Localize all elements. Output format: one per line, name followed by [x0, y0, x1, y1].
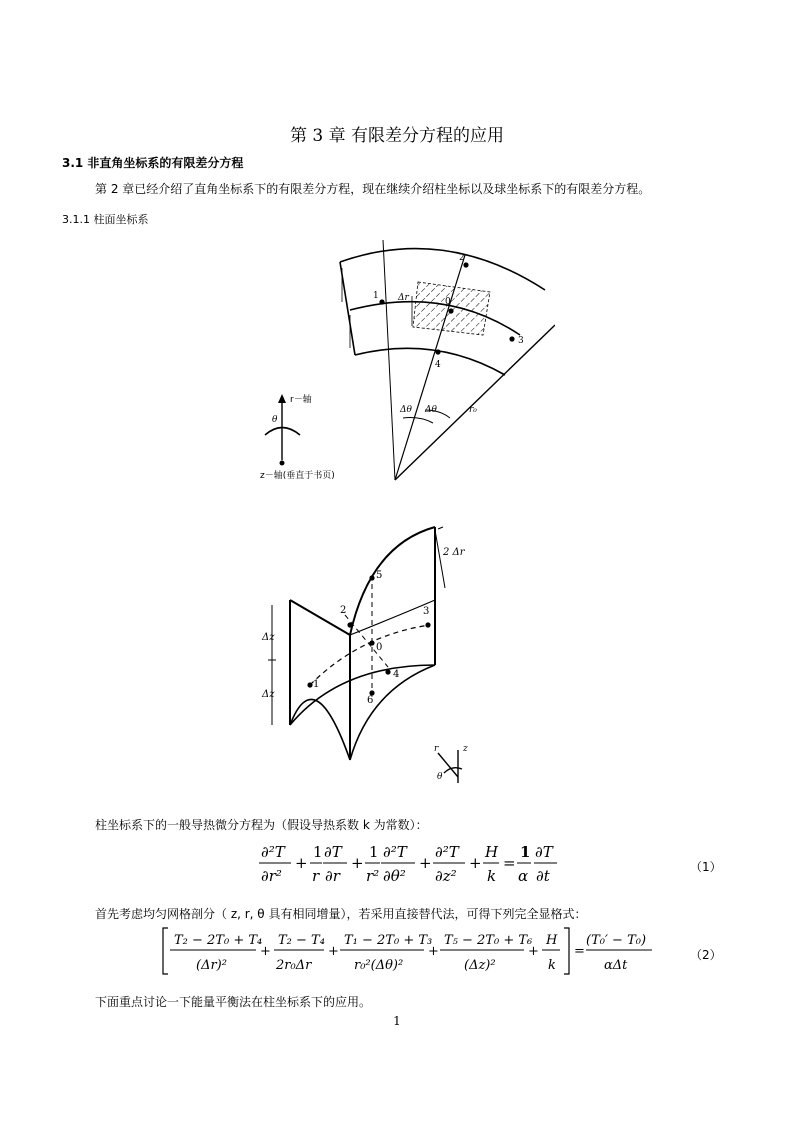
svg-text:+: + — [328, 944, 339, 959]
svg-text:+: + — [295, 854, 308, 872]
svg-text:1: 1 — [313, 843, 323, 861]
svg-text:∂²T: ∂²T — [261, 843, 285, 861]
node-1-dot — [307, 682, 312, 687]
svg-text:=: = — [503, 854, 516, 872]
delta-r-label: Δr — [398, 293, 409, 303]
svg-text:r₀²(Δθ)²: r₀²(Δθ)² — [354, 958, 404, 973]
node-4-label: 4 — [393, 669, 400, 680]
outer-arc — [340, 249, 545, 290]
node-0-label: 0 — [445, 297, 451, 307]
svg-text:∂²T: ∂²T — [383, 843, 407, 861]
paragraph-energy-balance: 下面重点讨论一下能量平衡法在柱坐标系下的应用。 — [95, 995, 372, 1009]
inner-arc — [355, 348, 505, 375]
svg-text:∂θ²: ∂θ² — [383, 867, 406, 885]
svg-text:+: + — [428, 944, 439, 959]
svg-text:=: = — [574, 944, 585, 959]
svg-text:T₅ − 2T₀ + T₆: T₅ − 2T₀ + T₆ — [444, 933, 533, 948]
paragraph-heat-equation: 柱坐标系下的一般导热微分方程为（假设导热系数 k 为常数）： — [95, 818, 428, 832]
z-axis-dot — [280, 461, 285, 466]
svg-text:+: + — [528, 944, 539, 959]
mini-r-label: r — [434, 744, 439, 754]
page-number: 1 — [393, 1014, 401, 1028]
svg-text:+: + — [260, 944, 271, 959]
svg-text:∂r: ∂r — [325, 867, 340, 885]
node-2-dot — [463, 262, 468, 267]
figure-axis-legend — [260, 390, 370, 490]
node-3-dot — [509, 336, 514, 341]
svg-text:+: + — [419, 854, 432, 872]
equation-1 — [255, 838, 545, 888]
r-axis-arrowhead — [278, 394, 286, 403]
svg-text:r: r — [312, 867, 320, 885]
delta-z-label-upper: Δz — [262, 632, 275, 643]
two-delta-r-tick — [438, 527, 443, 529]
intro-paragraph: 第 2 章已经介绍了直角坐标系下的有限差分方程，现在继续介绍柱坐标以及球坐标系下的有限差分方程。 — [95, 182, 651, 196]
node-1-dot — [379, 299, 384, 304]
mini-z-label: z — [463, 744, 468, 754]
node-0-dot — [448, 308, 453, 313]
node-4-dot — [385, 669, 390, 674]
svg-text:H: H — [546, 933, 558, 948]
svg-text:r²: r² — [366, 867, 380, 885]
svg-text:+: + — [469, 854, 482, 872]
svg-text:(T₀′ − T₀): (T₀′ − T₀) — [586, 933, 647, 948]
figure-3d-control-volume — [260, 515, 520, 790]
node-4-label: 4 — [435, 360, 441, 370]
svg-text:1: 1 — [520, 843, 531, 861]
node-2-label: 2 — [340, 605, 347, 616]
equation-2 — [160, 924, 620, 979]
node-5-label: 5 — [376, 570, 383, 581]
svg-text:∂T: ∂T — [535, 843, 553, 861]
r0-label: r₀ — [469, 405, 477, 415]
two-delta-r-dim-a — [435, 530, 445, 588]
node-3-label: 3 — [423, 606, 430, 617]
svg-text:∂z²: ∂z² — [435, 867, 457, 885]
node-3-dot — [425, 622, 430, 627]
node-2-dot — [347, 622, 352, 627]
svg-text:∂T: ∂T — [324, 843, 342, 861]
chapter-title: 第 3 章 有限差分方程的应用 — [289, 126, 505, 146]
equation-2-number: （2） — [690, 948, 722, 962]
node-0-label: 0 — [376, 642, 383, 653]
section-heading-3-1-1: 3.1.1 柱面坐标系 — [62, 213, 149, 226]
svg-text:T₂ − 2T₀ + T₄: T₂ − 2T₀ + T₄ — [174, 933, 263, 948]
node-6-label: 6 — [367, 695, 374, 706]
svg-text:k: k — [487, 867, 497, 885]
svg-text:H: H — [485, 843, 499, 861]
svg-text:α: α — [518, 867, 529, 885]
svg-text:T₁ − 2T₀ + T₃: T₁ − 2T₀ + T₃ — [344, 933, 433, 948]
equation-1-rhs — [515, 838, 575, 888]
z-axis-label: z－轴(垂直于书页) — [260, 471, 335, 481]
delta-z-label-lower: Δz — [262, 689, 275, 700]
svg-text:T₂ − T₄: T₂ − T₄ — [278, 933, 325, 948]
svg-text:∂t: ∂t — [536, 867, 550, 885]
svg-text:αΔt: αΔt — [604, 958, 628, 973]
r-axis-label: r－轴 — [290, 395, 312, 405]
svg-text:(Δz)²: (Δz)² — [464, 958, 496, 973]
svg-text:∂r²: ∂r² — [261, 867, 282, 885]
svg-text:1: 1 — [369, 843, 379, 861]
svg-text:∂²T: ∂²T — [435, 843, 459, 861]
two-delta-r-label: 2 Δr — [443, 547, 465, 558]
node-2-label: 2 — [459, 253, 465, 263]
radial-line-left — [383, 240, 395, 480]
angle-arc-left — [403, 418, 433, 423]
bottom-back-arc — [290, 665, 435, 725]
paragraph-explicit-scheme: 首先考虑均匀网格剖分（ z, r, θ 具有相同增量），若采用直接替代法，可得下列完全显格式： — [95, 907, 587, 921]
svg-text:k: k — [548, 958, 556, 973]
node-1-label: 1 — [313, 679, 320, 690]
delta-theta-label-left: Δθ — [400, 405, 412, 415]
svg-text:(Δr)²: (Δr)² — [196, 958, 227, 973]
equation-2-rhs — [586, 924, 661, 979]
node-3-label: 3 — [518, 336, 524, 346]
delta-theta-label-right: Δθ — [425, 405, 437, 415]
node-1-label: 1 — [373, 291, 379, 301]
bottom-left-curve — [290, 699, 350, 760]
node-0-dot — [369, 640, 374, 645]
theta-label: θ — [272, 415, 278, 425]
node-5-dot — [369, 575, 374, 580]
equation-1-number: （1） — [690, 860, 722, 874]
svg-text:+: + — [351, 854, 364, 872]
svg-text:2r₀Δr: 2r₀Δr — [276, 958, 312, 973]
node-4-dot — [435, 349, 440, 354]
mini-theta-label: θ — [437, 772, 443, 782]
top-arc-back — [350, 527, 435, 635]
section-heading-3-1: 3.1 非直角坐标系的有限差分方程 — [62, 156, 244, 170]
